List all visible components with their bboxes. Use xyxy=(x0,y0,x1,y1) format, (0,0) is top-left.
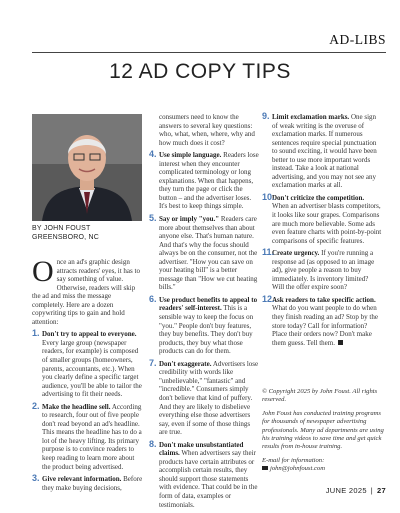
intro-text: nce an ad's graphic design attracts readers' eyes, it has to say something of value. Otherwise, readers will skip the ad and miss the message completely. Here are a dozen copywriting tips to gain and hold attention: xyxy=(32,258,140,326)
tip-heading: Limit exclamation marks. xyxy=(272,113,350,121)
end-mark-icon xyxy=(338,340,343,345)
author-photo xyxy=(32,114,142,221)
tip-heading: Don't make unsubstantiated claims. xyxy=(159,440,244,458)
tip-item xyxy=(262,293,382,347)
tip-body: This is a sensible way to keep the focus on "you." People don't buy features, they buy benefits. They don't buy products, they buy what those products can do for them. xyxy=(159,304,254,356)
tip-item xyxy=(149,438,259,509)
column-3 xyxy=(262,113,382,351)
tip-number: 6. xyxy=(149,293,157,304)
email-block xyxy=(262,457,384,474)
tip-number: 9. xyxy=(262,111,270,121)
header-rule xyxy=(32,52,386,53)
tip-heading: Don't criticize the competition. xyxy=(272,193,365,202)
intro-paragraph xyxy=(32,255,144,326)
tip-body: Readers lose interest when they encounter complicated terminology or long explanations. When that happens, they turn the page or click the button – and the advertiser loses. It's best to keep things simple. xyxy=(159,151,259,211)
tip-body: When an advertiser blasts competitors, it looks like sour grapes. Comparisons are much more believable. Some ads even feature charts with point-by-point comparisons of specific features. xyxy=(272,202,382,245)
copyright-notice: © Copyright 2025 by John Foust. All rights reserved. xyxy=(262,388,378,404)
tip-number: 8. xyxy=(149,438,157,449)
tip-number: 7. xyxy=(149,357,157,368)
author-location: GREENSBORO, NC xyxy=(32,234,99,241)
tip-item xyxy=(149,151,259,211)
author-credits xyxy=(262,388,384,479)
tip-body: Every large group (newspaper readers, for example) is composed of smaller groups (homeowners, parents, accountants, etc.). When you clearly define a specific target audience, you'll be able to tailor the advertising to fit their needs. xyxy=(42,338,142,399)
byline xyxy=(32,224,99,242)
drop-cap: O xyxy=(32,255,54,288)
tip-heading: Create urgency. xyxy=(272,249,320,258)
tip-item xyxy=(32,475,144,492)
tip-item xyxy=(262,249,382,292)
tip-body: Before they make buying decisions, xyxy=(42,475,143,492)
tip-number: 2. xyxy=(32,400,40,411)
section-label: AD-LIBS xyxy=(329,32,386,47)
tip-heading: Give relevant information. xyxy=(42,475,122,484)
tip-body: When advertisers say their products have certain attributes or accomplish certain results, they should support those statements with evidence. That could be in the form of data, examples or testimonials. xyxy=(159,449,258,509)
tip-item xyxy=(32,400,144,471)
tip-heading: Use product benefits to appeal to readers' self-interest. xyxy=(159,295,258,313)
tip-continuation: consumers need to know the answers to several key questions: who, what, when, where, why and how much does it cost? xyxy=(159,113,255,147)
email-link[interactable]: john@johnfoust.com xyxy=(270,465,325,473)
page-footer xyxy=(326,486,386,495)
tip-number: 3. xyxy=(32,473,40,484)
envelope-icon xyxy=(262,466,268,470)
author-bio: John Foust has conducted training programs for thousands of newspaper advertising professionals. Many ad departments are using his training videos to save time and get quick results from in-house training. xyxy=(262,409,384,451)
footer-separator: | xyxy=(370,486,374,495)
tip-heading: Don't exaggerate. xyxy=(159,359,212,368)
issue-date: JUNE 2025 xyxy=(325,486,367,495)
tip-heading: Say or imply "you." xyxy=(159,215,220,224)
tip-body: What do you want people to do when they finish reading an ad? Stop by the store today? Call for information? Place their orders now? Don't make them guess. Tell them. xyxy=(272,304,378,347)
tip-number: 4. xyxy=(149,149,157,160)
tip-body: If you're running a response ad (as opposed to an image ad), give people a reason to buy immediately. Is inventory limited? Will the offer expire soon? xyxy=(272,249,375,292)
tip-item xyxy=(149,357,259,437)
tip-heading: Don't try to appeal to everyone. xyxy=(42,330,137,339)
tip-item xyxy=(262,191,382,245)
page-number: 27 xyxy=(377,486,386,495)
tip-item xyxy=(149,293,259,356)
tip-item xyxy=(262,113,382,190)
author-portrait-image xyxy=(32,114,142,221)
tip-body: One sign of weak writing is the overuse of exclamation marks. If numerous sentences require special punctuation to sound exciting, it would have been better to use more important words instead. Take a look at national advertising, and you may not see any exclamation marks at all. xyxy=(272,113,377,190)
tip-body: According to research, four out of five people don't read beyond an ad's headline. This means the headline has to do a lot of the heavy lifting. Its primary purpose is to convince readers to keep reading to learn more about the product being advertised. xyxy=(42,402,142,471)
email-label: E-mail for information: xyxy=(262,456,325,464)
tip-item xyxy=(32,330,144,398)
author-name: BY JOHN FOUST xyxy=(32,225,91,232)
tip-heading: Make the headline sell. xyxy=(42,402,111,411)
tip-number: 12. xyxy=(262,293,275,304)
tip-body: Advertisers lose credibility with words like "unbelievable," "fantastic" and "incredible." Consumers simply don't believe that kind of puffery. And they are likely to disbelieve everything else those advertisers say, even if some of those things are true. xyxy=(159,359,259,437)
column-1 xyxy=(32,255,144,496)
tip-number: 10. xyxy=(262,191,275,202)
tip-heading: Ask readers to take specific action. xyxy=(272,295,376,304)
tip-number: 5. xyxy=(149,213,157,224)
tip-number: 11. xyxy=(262,247,275,258)
article-title: 12 AD COPY TIPS xyxy=(109,60,291,83)
tip-item xyxy=(149,215,259,292)
tip-body: Readers care more about themselves than about anyone else. That's human nature. And that's why the focus should always be on the consumer, not the advertiser. "How you can save on your heating bill" is a better message than "How we cut heating bills." xyxy=(159,215,258,292)
column-2 xyxy=(149,113,259,513)
tip-number: 1. xyxy=(32,328,40,339)
tip-heading: Use simple language. xyxy=(159,151,222,160)
